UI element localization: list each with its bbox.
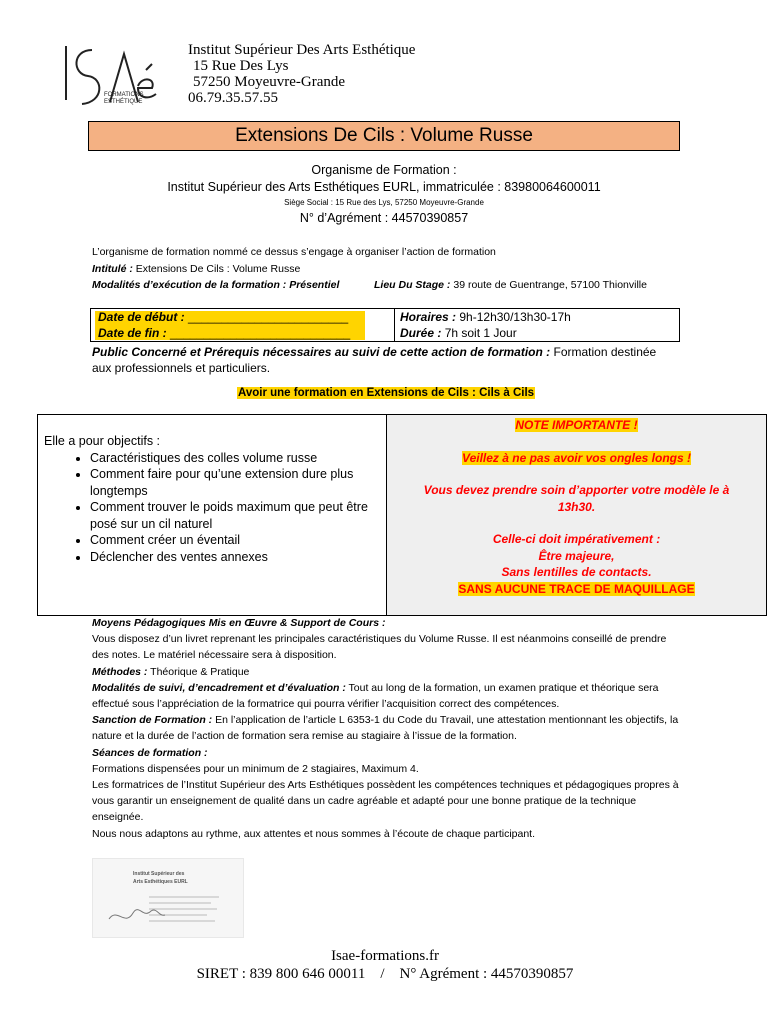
objectives-box (37, 414, 767, 616)
subtitle: Avoir une formation en Extensions de Cils : Cils à Cils (237, 387, 535, 399)
public-value: Formation destinée aux professionnels et particuliers. (92, 345, 657, 375)
intitule-label: Intitulé : (92, 263, 133, 275)
organisme-name: Institut Supérieur des Arts Esthétiques EURL, immatriculée : 83980064600011 (167, 180, 601, 194)
dates-table (90, 308, 680, 342)
logo (52, 40, 162, 112)
methodes-label: Méthodes : (92, 665, 148, 678)
date-debut-value: ________________________ (188, 310, 349, 324)
public-label: Public Concerné et Prérequis nécessaires au suivi de cette action de formation : (92, 345, 551, 359)
suivi-text: Tout au long de la formation, un examen pratique et théorique sera effectué sous l’appréciation de la formatrice qui pourra vérifier l’acquisition correct des compétences. (92, 681, 659, 711)
horaires-label: Horaires : (400, 310, 457, 324)
note-lentilles: Sans lentilles de contacts. (501, 565, 652, 579)
lieu-label: Lieu Du Stage : (374, 279, 451, 291)
organisme-agrement: N° d’Agrément : 44570390857 (299, 211, 469, 225)
objectives-list (44, 433, 379, 565)
organisme-label: Organisme de Formation : (311, 163, 457, 177)
body-text (92, 615, 682, 842)
signature-stamp (92, 858, 244, 938)
objectives-intro: Elle a pour objectifs : (44, 434, 161, 448)
signature-scribble-icon (99, 889, 239, 933)
logo-sub-formations: FORMATIONS (104, 92, 144, 98)
organisme-siege: Siège Social : 15 Rue des Lys, 57250 Moyeuvre-Grande (284, 198, 484, 207)
date-debut-label: Date de début : (98, 310, 185, 324)
sanction-paragraph (92, 712, 682, 744)
suivi-paragraph (92, 680, 682, 712)
seances-text: Formations dispensées pour un minimum de 2 stagiaires, Maximum 4. (92, 762, 419, 775)
note-imperative: Celle-ci doit impérativement : (492, 532, 661, 546)
lieu-line (374, 279, 647, 291)
note-title: NOTE IMPORTANTE ! (515, 418, 638, 432)
important-note (387, 415, 766, 615)
intitule-line (92, 263, 300, 275)
logo-sub-esthetique: ESTHÉTIQUE (104, 99, 143, 105)
methodes-line (92, 664, 682, 680)
header-address (188, 42, 415, 106)
engagement-text: L’organisme de formation nommé ce dessus s’engage à organiser l’action de formation (92, 246, 496, 258)
note-majeure: Être majeure, (538, 548, 615, 563)
seances-label: Séances de formation : (92, 746, 208, 759)
stamp-line-1: Institut Supérieur des (133, 871, 185, 877)
suivi-label: Modalités de suivi, d’encadrement et d’évaluation : (92, 681, 346, 694)
page-title: Extensions De Cils : Volume Russe (88, 121, 680, 151)
objective-item: • Comment trouver le poids maximum que peut être posé sur un cil naturel (90, 499, 379, 532)
date-debut (98, 310, 348, 324)
footer-siret: SIRET : 839 800 646 00011 / N° Agrément : 44570390857 (196, 966, 574, 982)
sanction-text: En l’application de l’article L 6353-1 du Code du Travail, une attestation mentionnant les objectifs, la nature et la durée de l’action de formation sera remise au stagiaire à l’issue de la formation. (92, 714, 679, 743)
public-concerne (92, 344, 677, 376)
objective-item: • Déclencher des ventes annexes (90, 549, 379, 566)
subtitle-band (92, 387, 680, 399)
lieu-value: 39 route de Guentrange, 57100 Thionville (453, 279, 647, 291)
rythme-text: Nous nous adaptons au rythme, aux attentes et nous sommes à l’écoute de chaque participant. (92, 827, 536, 840)
objective-item: • Comment faire pour qu’une extension dure plus longtemps (90, 466, 379, 499)
sanction-label: Sanction de Formation : (92, 714, 213, 727)
note-nails: Veillez à ne pas avoir vos ongles longs ! (462, 450, 691, 465)
formatrices-text: Les formatrices de l’Institut Supérieur des Arts Esthétiques possèdent les compétences techniques et pédagogiques propres à vous garantir un enseignement de qualité dans un cadre agréable et adapté pour une bonne pratique de la technique enseignée. (92, 779, 679, 824)
moyens-label: Moyens Pédagogiques Mis en Œuvre & Support de Cours : (92, 617, 386, 629)
modalites-label: Modalités d’exécution de la formation : Présentiel (92, 279, 340, 291)
note-model: Vous devez prendre soin d’apporter votre modèle le à 13h30. (423, 483, 730, 514)
date-fin (98, 326, 350, 340)
horaires (400, 310, 571, 324)
moyens-text: Vous disposez d’un livret reprenant les principales caractéristiques du Volume Russe. Il est néanmoins conseillé de prendre des notes. Le matériel nécessaire sera à disposition. (92, 633, 667, 662)
methodes-value: Théorique & Pratique (150, 665, 250, 678)
objective-item: • Caractéristiques des colles volume russe (90, 450, 379, 467)
institute-name: Institut Supérieur Des Arts Esthétique (188, 42, 416, 58)
duree-value: 7h soit 1 Jour (444, 326, 517, 340)
dates-divider (394, 309, 395, 341)
date-fin-value: ___________________________ (170, 326, 351, 340)
note-maquillage: SANS AUCUNE TRACE DE MAQUILLAGE (458, 581, 695, 596)
street: 15 Rue Des Lys (193, 58, 289, 74)
duree (400, 326, 517, 340)
horaires-value: 9h-12h30/13h30-17h (459, 310, 571, 324)
phone: 06.79.35.57.55 (188, 90, 278, 106)
city: 57250 Moyeuvre-Grande (193, 74, 346, 90)
intitule-value: Extensions De Cils : Volume Russe (135, 263, 301, 275)
modalites-line (92, 279, 339, 291)
objective-item: • Comment créer un éventail (90, 532, 379, 549)
stamp-line-2: Arts Esthétiques EURL (133, 879, 188, 885)
duree-label: Durée : (400, 326, 442, 340)
date-fin-label: Date de fin : (98, 326, 167, 340)
footer-website: Isae-formations.fr (331, 948, 439, 964)
